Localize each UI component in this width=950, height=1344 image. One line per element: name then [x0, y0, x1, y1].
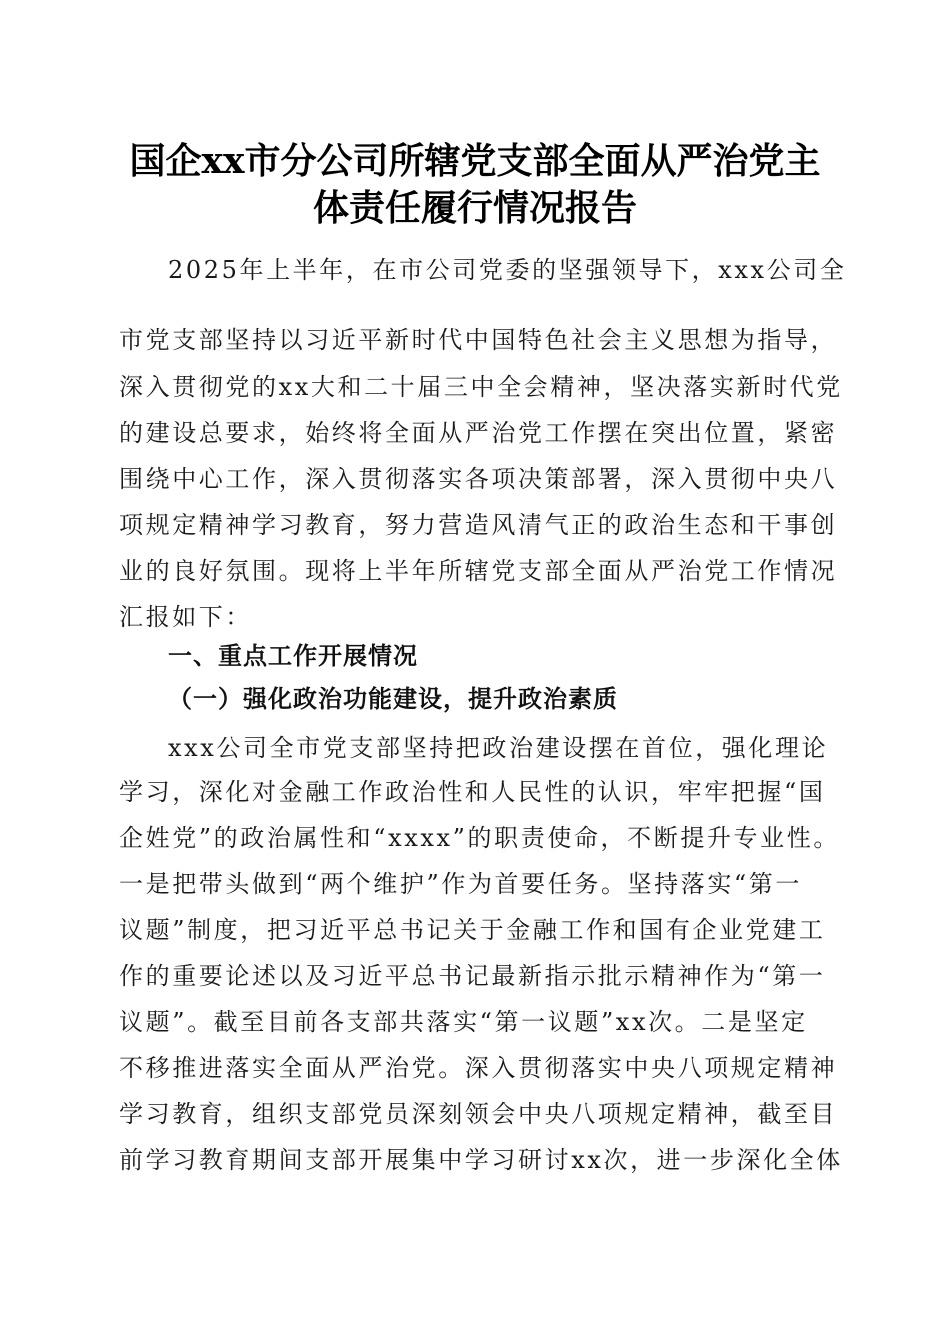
intro-line-4: 的建设总要求，始终将全面从严治党工作摆在突出位置，紧密 [119, 419, 838, 447]
section1-line-4: 一是把带头做到“两个维护”作为首要任务。坚持落实“第一 [119, 870, 803, 898]
section-heading-1: 一、重点工作开展情况 [168, 642, 418, 670]
intro-line-8: 汇报如下： [119, 603, 252, 631]
section1-line-8: 不移推进落实全面从严治党。深入贯彻落实中央八项规定精神 [119, 1054, 838, 1082]
intro-line-6: 项规定精神学习教育，努力营造风清气正的政治生态和干事创 [119, 511, 838, 539]
section1-line-7: 议题”。截至目前各支部共落实“第一议题”xx次。二是坚定 [119, 1008, 808, 1036]
section1-line-10: 前学习教育期间支部开展集中学习研讨xx次，进一步深化全体 [119, 1146, 843, 1174]
intro-line-3: 深入贯彻党的xx大和二十届三中全会精神，坚决落实新时代党 [119, 373, 843, 401]
section1-line-1: xxx公司全市党支部坚持把政治建设摆在首位，强化理论 [168, 734, 829, 762]
intro-line-7: 业的良好氛围。现将上半年所辖党支部全面从严治党工作情况 [119, 557, 838, 585]
document-title-line-1: 国企xx市分公司所辖党支部全面从严治党主 [129, 140, 821, 182]
intro-line-5: 围绕中心工作，深入贯彻落实各项决策部署，深入贯彻中央八 [119, 465, 838, 493]
section1-line-2: 学习，深化对金融工作政治性和人民性的认识，牢牢把握“国 [119, 778, 826, 806]
section1-line-5: 议题”制度，把习近平总书记关于金融工作和国有企业党建工 [119, 916, 826, 944]
intro-line-1: 2025年上半年，在市公司党委的坚强领导下，xxx公司全 [168, 256, 847, 284]
section1-line-9: 学习教育，组织支部党员深刻领会中央八项规定精神，截至目 [119, 1100, 838, 1128]
subsection-heading-1: （一）强化政治功能建设，提升政治素质 [168, 684, 618, 713]
section1-line-6: 作的重要论述以及习近平总书记最新指示批示精神作为“第一 [119, 962, 826, 990]
intro-line-2: 市党支部坚持以习近平新时代中国特色社会主义思想为指导， [119, 326, 838, 354]
document-title-line-2: 体责任履行情况报告 [312, 187, 637, 229]
section1-line-3: 企姓党”的政治属性和“xxxx”的职责使命，不断提升专业性。 [119, 824, 840, 852]
